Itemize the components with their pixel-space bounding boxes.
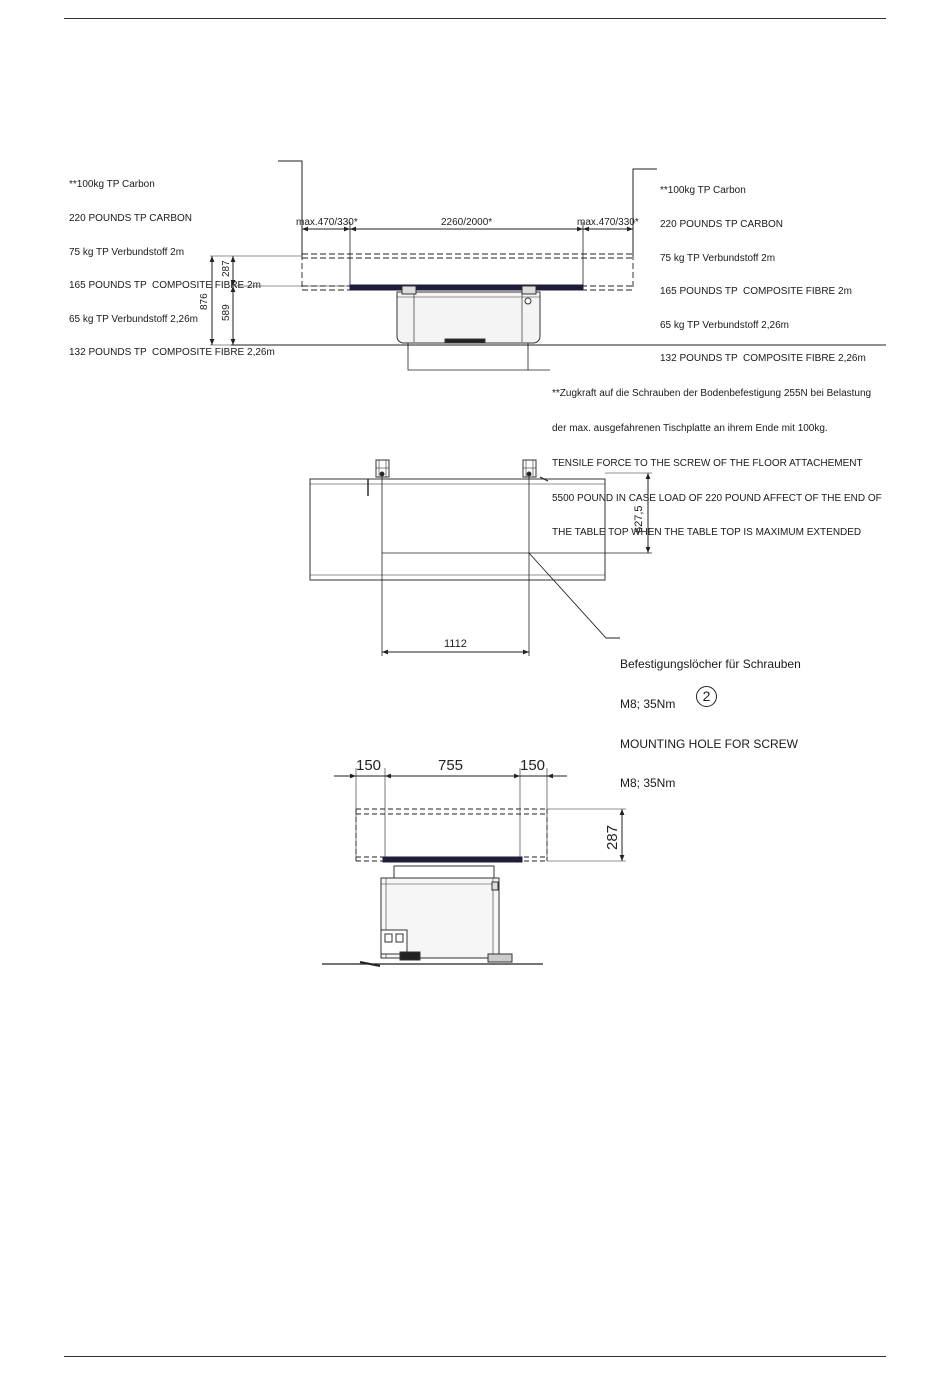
table-top	[350, 285, 583, 290]
tensile-note-line: der max. ausgefahrenen Tischplatte an ihrem Ende mit 100kg.	[552, 422, 828, 434]
load-note-line: **100kg TP Carbon	[69, 179, 155, 191]
load-note-line: 75 kg TP Verbundstoff 2m	[660, 252, 776, 264]
base-footprint	[310, 479, 605, 580]
load-note-line: **100kg TP Carbon	[660, 185, 746, 197]
load-note-line: 165 POUNDS TP COMPOSITE FIBRE 2m	[660, 286, 852, 298]
tensile-note-line: **Zugkraft auf die Schrauben der Bodenbefestigung 255N bei Belastung	[552, 388, 872, 400]
tensile-note-line: 5500 POUND IN CASE LOAD OF 220 POUND AFFECT OF THE END OF	[552, 492, 882, 504]
load-note-line: 220 POUNDS TP CARBON	[69, 213, 193, 225]
dim-label-base-height: 589	[221, 304, 232, 321]
dim-label-total-height: 876	[199, 293, 210, 310]
dim-label-center-length: 2260/2000*	[441, 217, 493, 228]
dim-label-right: 150	[520, 757, 546, 774]
dim-label-half-width: 627,5	[633, 505, 645, 533]
load-note-line: 65 kg TP Verbundstoff 2,26m	[69, 313, 198, 325]
dim-label-left: 150	[356, 757, 382, 774]
load-note-line: 132 POUNDS TP COMPOSITE FIBRE 2,26m	[69, 347, 275, 359]
attachment-spacing-line	[408, 349, 528, 370]
column-base	[397, 286, 540, 349]
mounting-hole-leader	[529, 553, 620, 638]
load-note-line: 132 POUNDS TP COMPOSITE FIBRE 2,26m	[660, 353, 866, 365]
dim-label-left-extension: max.470/330*	[296, 217, 358, 228]
mount-note-line: Befestigungslöcher für Schrauben	[620, 657, 801, 672]
end-view-table-top-outline	[356, 809, 547, 861]
tensile-note-line: THE TABLE TOP WHEN THE TABLE TOP IS MAXIMUM EXTENDED	[552, 527, 862, 539]
dim-label-top-height: 287	[221, 260, 232, 277]
leader-right	[633, 169, 657, 256]
leader-left	[278, 161, 302, 255]
load-note-line: 165 POUNDS TP COMPOSITE FIBRE 2m	[69, 280, 261, 292]
dim-label-end-height: 287	[604, 824, 621, 850]
tensile-note-line: TENSILE FORCE TO THE SCREW OF THE FLOOR ATTACHEMENT	[552, 457, 863, 469]
callout-number: 2	[696, 686, 717, 707]
load-note-line: 220 POUNDS TP CARBON	[660, 219, 784, 231]
mount-note-line: M8; 35Nm	[620, 776, 676, 791]
dim-label-hole-spacing: 1112	[444, 638, 467, 650]
mount-note-line: M8; 35Nm	[620, 697, 676, 712]
side-view-figure	[210, 161, 886, 370]
mount-note-line: MOUNTING HOLE FOR SCREW	[620, 736, 799, 751]
dim-label-right-extension: max.470/330*	[577, 217, 639, 228]
top-view-figure	[310, 460, 652, 656]
end-view-figure	[322, 768, 626, 966]
load-note-line: 65 kg TP Verbundstoff 2,26m	[660, 319, 789, 331]
end-view-base	[381, 866, 512, 962]
load-note-line: 75 kg TP Verbundstoff 2m	[69, 246, 185, 258]
mounting-bolt-right	[523, 460, 536, 477]
mounting-bolt-left	[376, 460, 389, 477]
dim-label-center-width: 755	[438, 757, 464, 774]
